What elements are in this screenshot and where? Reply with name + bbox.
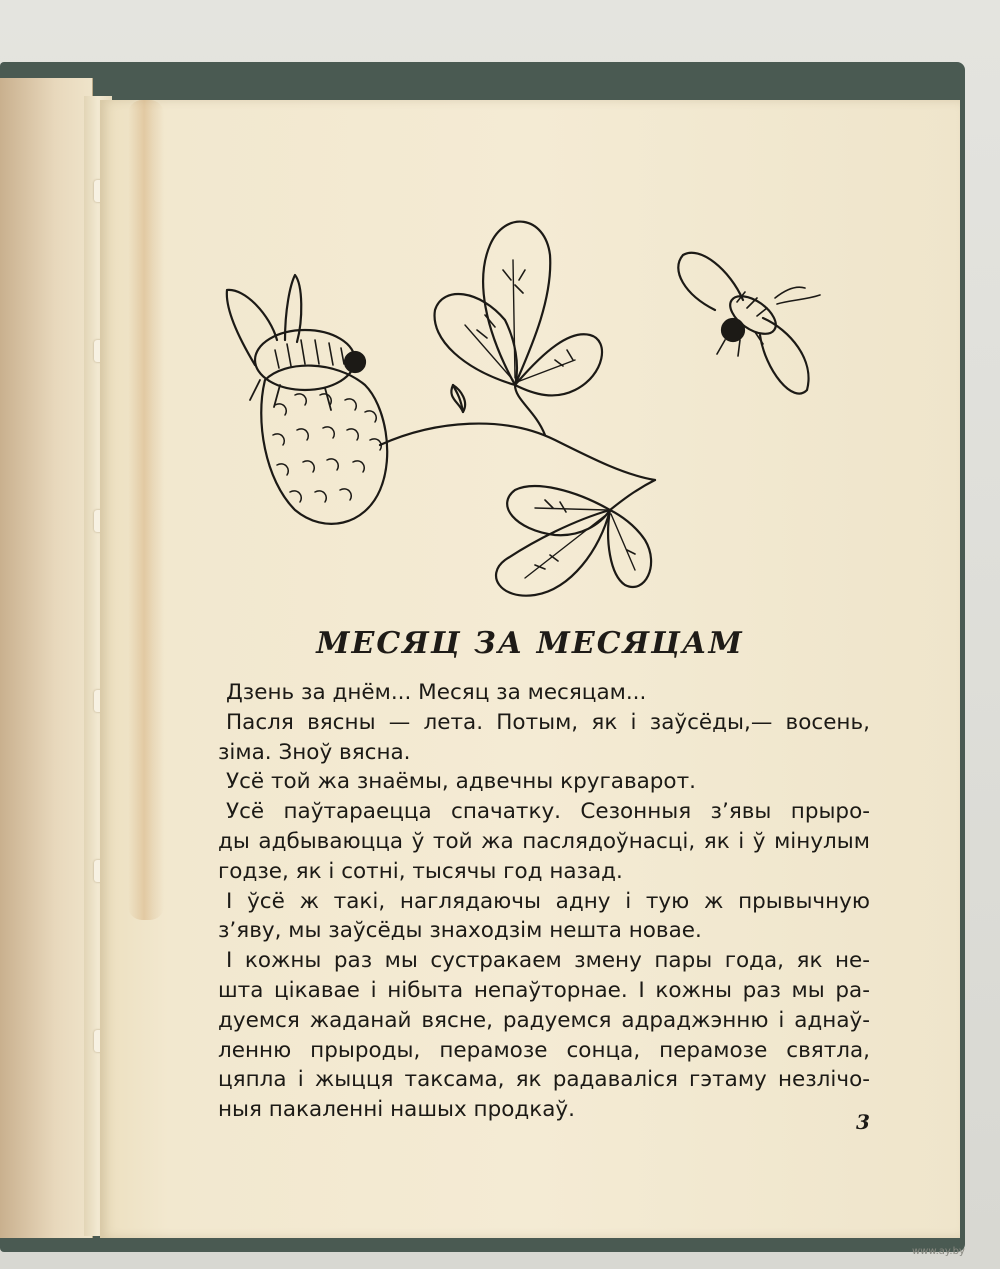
text-line: Пасля вясны — лета. Потым, як і заўсёды,— восень, bbox=[226, 709, 870, 735]
leaf-markings bbox=[477, 270, 573, 366]
text-line: ды адбываюцца ў той жа паслядоўнасці, як і ў мінулым bbox=[218, 828, 870, 854]
text-line: годзе, як і сотні, тысячы год назад. bbox=[218, 858, 623, 884]
text-line: І кожны раз мы сустракаем змену пары года, як не- bbox=[226, 948, 870, 974]
text-line: Дзень за днём... Месяц за месяцам... bbox=[226, 680, 647, 705]
left-page-edge bbox=[0, 78, 93, 1238]
bee-wing bbox=[678, 253, 743, 310]
watermark: www.ay.by bbox=[912, 1246, 965, 1257]
clover-leaflet bbox=[507, 486, 610, 535]
bee-wing bbox=[227, 290, 277, 365]
text-line: І ўсё ж такі, наглядаючы адну і тую ж прывычную bbox=[226, 888, 870, 914]
flying-bee bbox=[678, 253, 820, 394]
text-line: з’яву, мы заўсёды знаходзім нешта новае. bbox=[218, 918, 702, 944]
paragraph bbox=[218, 946, 870, 1125]
text-line: ленню прыроды, перамозе сонца, перамозе святла, bbox=[218, 1037, 870, 1063]
clover-stem bbox=[380, 424, 655, 480]
page-number: 3 bbox=[856, 1110, 870, 1134]
chapter-title: МЕСЯЦ ЗА МЕСЯЦАМ bbox=[316, 626, 744, 661]
paragraph bbox=[218, 708, 870, 768]
clover-leaflet bbox=[496, 510, 610, 596]
clover-flower-head bbox=[261, 366, 387, 524]
clover-stem-branch bbox=[610, 480, 655, 510]
text-line: зіма. Зноў вясна. bbox=[218, 739, 411, 765]
text-line: Усё той жа знаёмы, адвечны кругаварот. bbox=[226, 769, 696, 795]
text-line: Усё паўтараецца спачатку. Сезонныя з’явы прыро- bbox=[226, 799, 870, 825]
text-line: цяпла і жыцця таксама, як радаваліся гэтаму незлічо- bbox=[218, 1067, 870, 1093]
bee-wing bbox=[760, 318, 809, 394]
paragraph bbox=[218, 887, 870, 947]
paragraph bbox=[218, 767, 870, 797]
text-line: ныя пакаленні нашых продкаў. bbox=[218, 1097, 575, 1123]
paragraph bbox=[218, 678, 870, 708]
text-line: дуемся жаданай вясне, радуемся адраджэнню і аднаў- bbox=[218, 1007, 870, 1033]
paragraph bbox=[218, 797, 870, 886]
chapter-body bbox=[218, 678, 870, 1125]
clover-and-bees-illustration bbox=[215, 190, 845, 620]
water-stain bbox=[128, 100, 164, 920]
text-line: шта цікавае і нібыта непаўторнае. І кожны раз мы ра- bbox=[218, 977, 870, 1003]
bumblebee-on-flower bbox=[227, 275, 365, 410]
clover-leaflet bbox=[515, 334, 602, 395]
